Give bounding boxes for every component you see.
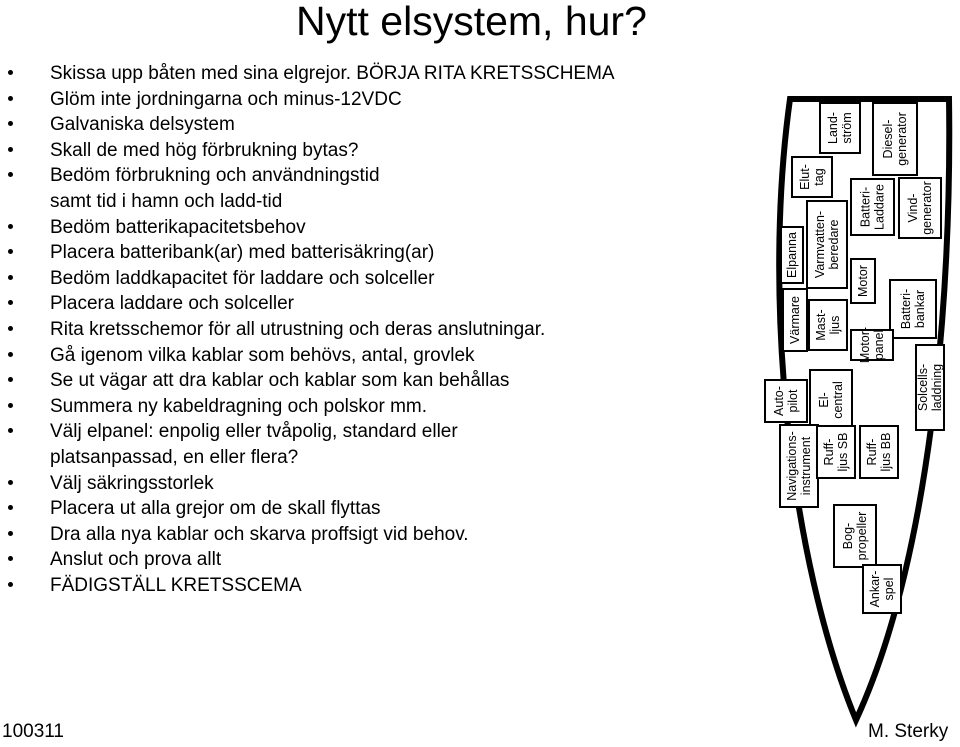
bullet-text: Välj elpanel: enpolig eller tvåpolig, standard eller: [50, 421, 458, 443]
component-label: ljus: [828, 315, 842, 335]
component-label: El-: [817, 392, 831, 408]
component-label: laddning: [930, 363, 944, 412]
component-label: generator: [920, 181, 934, 235]
box-vindgenerator: [899, 178, 941, 238]
bullet-text: Placera laddare och solceller: [50, 293, 294, 315]
bullet-text: Bedöm förbrukning och användningstid: [50, 165, 380, 187]
component-label: Batteri-: [858, 186, 873, 228]
box-landstrom: [820, 103, 860, 153]
bullet-text: samt tid i hamn och ladd-tid: [50, 190, 283, 212]
bullet-text: platsanpassad, en eller flera?: [50, 446, 299, 468]
box-elcentral: [810, 370, 852, 430]
bullet-text: Rita kretsschemor för all utrustning och deras anslutningar.: [50, 318, 546, 340]
component-label: Ruff-: [822, 438, 836, 466]
bullet-text: Välj säkringsstorlek: [50, 472, 214, 494]
component-label: bankar: [913, 289, 927, 329]
box-autopilot: [765, 380, 807, 422]
box-mastljus: [809, 300, 847, 350]
box-bogpropeller: [834, 505, 876, 567]
component-label: Elpanna: [785, 232, 799, 278]
component-label: Vind-: [906, 193, 920, 223]
component-label: tag: [812, 168, 826, 186]
component-label: central: [831, 381, 845, 419]
bullet-text: FÄDIGSTÄLL KRETSSCEMA: [50, 574, 302, 596]
bullet-text: Skissa upp båten med sina elgrejor. BÖRJA RITA KRETSSCHEMA: [50, 63, 615, 84]
bullet-text: Bedöm batterikapacitetsbehov: [50, 216, 306, 238]
component-label: Ruff-: [865, 438, 879, 466]
box-eluttag: [792, 157, 832, 197]
box-ruffljus-sb: [817, 426, 855, 478]
component-label: instrument: [799, 436, 813, 496]
component-label: Navigations-: [785, 431, 799, 501]
component-label: Varmvatten-: [813, 210, 827, 279]
bullet-text: Dra alla nya kablar och skarva proffsigt vid behov.: [50, 523, 469, 545]
bullet-text: Anslut och prova allt: [50, 549, 222, 571]
bullet-text: Bedöm laddkapacitet för laddare och solceller: [50, 267, 435, 289]
footer-author: M. Sterky: [868, 721, 949, 742]
box-elpanna: [781, 227, 803, 283]
bullet-text: Skall de med hög förbrukning bytas?: [50, 139, 359, 161]
component-label: Batteri-: [899, 288, 913, 330]
component-label: Ankar-: [868, 570, 882, 608]
box-varmare: [783, 289, 807, 351]
box-navigationsinstrument: [780, 425, 818, 507]
component-label: Bog-: [841, 522, 855, 550]
component-label: propeller: [855, 511, 869, 561]
component-label: Mast-: [814, 309, 828, 341]
component-label: ström: [840, 112, 854, 144]
bullet-text: Galvaniska delsystem: [50, 114, 235, 136]
box-batteriladdare: [851, 179, 894, 235]
box-ankarspel: [863, 565, 901, 613]
box-batteribankar: [890, 280, 936, 338]
bullet-text: Glöm inte jordningarna och minus-12VDC: [50, 88, 402, 110]
component-label: Solcells-: [916, 363, 930, 412]
component-label: pilot: [786, 389, 800, 413]
box-motorpanel: [851, 327, 893, 363]
component-label: Auto-: [772, 386, 786, 416]
bullet-text: Placera ut alla grejor om de skall flyttas: [50, 498, 381, 520]
box-solcellsladdning: [916, 345, 944, 430]
component-label: Motor: [856, 265, 870, 297]
box-motor: [851, 259, 875, 303]
component-label: spel: [882, 577, 896, 601]
component-label: panel: [872, 329, 886, 361]
component-label: ljus SB: [836, 432, 850, 472]
component-label: Motor-: [858, 326, 872, 364]
component-label: beredare: [827, 219, 841, 270]
bullet-text: Placera batteribank(ar) med batterisäkring(ar): [50, 242, 435, 264]
footer-date: 100311: [2, 721, 64, 742]
box-ruffljus-bb: [860, 426, 898, 478]
component-label: Laddare: [872, 184, 887, 230]
box-dieselgenerator: [873, 103, 917, 175]
component-label: Land-: [826, 112, 840, 144]
bullet-text: Se ut vägar att dra kablar och kablar som kan behållas: [50, 370, 510, 392]
box-varmvattenberedare: [807, 201, 847, 288]
bullet-text: Gå igenom vilka kablar som behövs, antal, grovlek: [50, 344, 475, 366]
component-label: generator: [895, 112, 909, 166]
component-label: ljus BB: [879, 432, 893, 472]
component-label: Elut-: [798, 164, 812, 190]
component-label: Diesel-: [881, 119, 895, 159]
component-label: Värmare: [788, 296, 802, 344]
slide-title: Nytt elsystem, hur?: [296, 0, 647, 44]
bullet-text: Summera ny kabeldragning och polskor mm.: [50, 395, 428, 417]
